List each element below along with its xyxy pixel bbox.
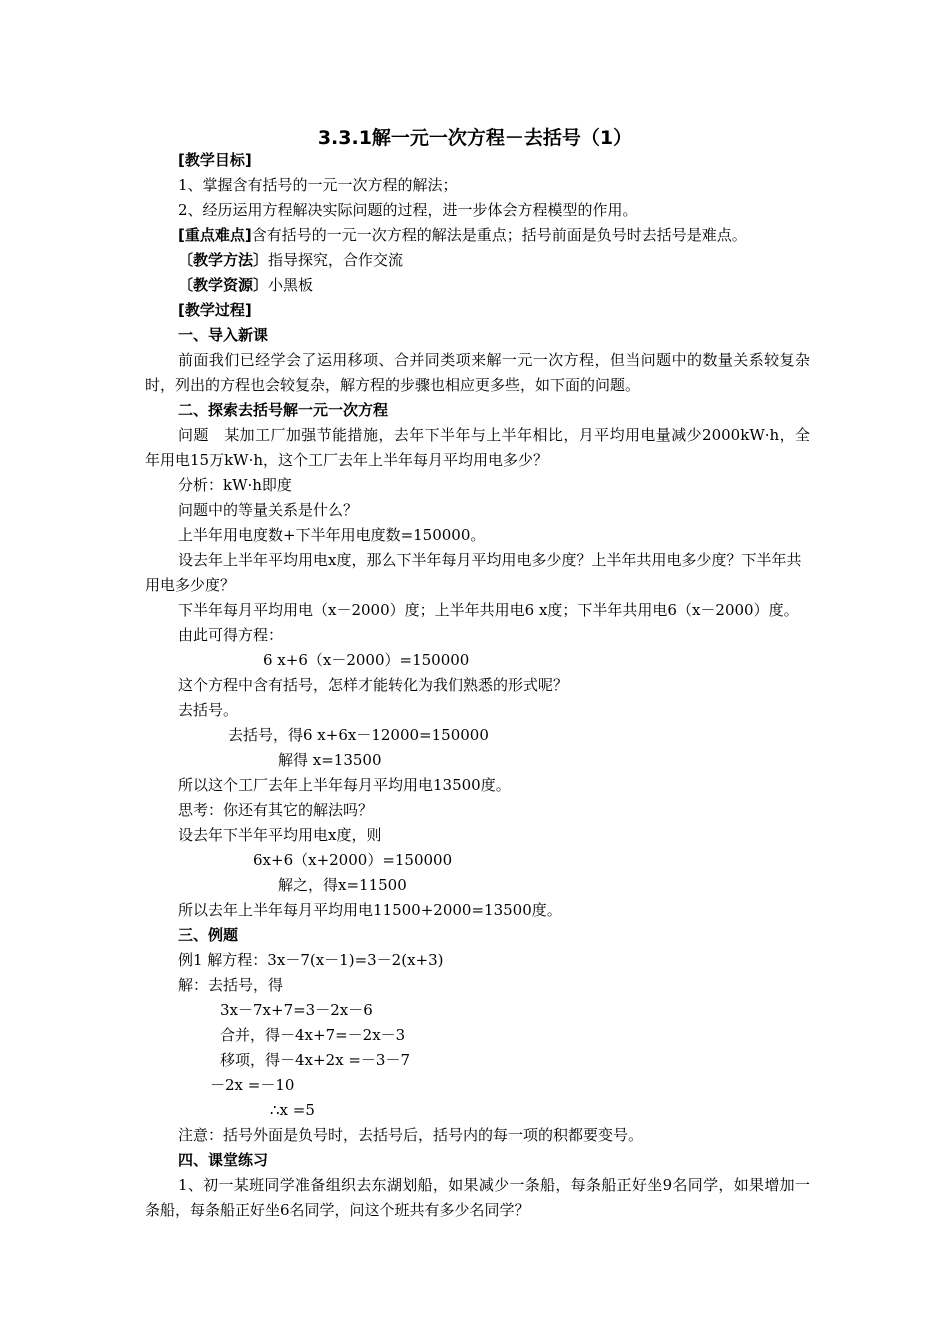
objective-item: 1、掌握含有括号的一元一次方程的解法； bbox=[178, 176, 458, 194]
equation-line: 解之，得x=11500 bbox=[278, 876, 407, 894]
section-heading: 四、课堂练习 bbox=[178, 1151, 269, 1169]
key-points-heading: [重点难点] bbox=[178, 226, 252, 244]
equation-line: －2x =－10 bbox=[210, 1076, 295, 1094]
exercise-paragraph: 1、初一某班同学准备组织去东湖划船，如果减少一条船，每条船正好坐9名同学，如果增加一条船，每条船正好坐6名同学，问这个班共有多少名同学？ bbox=[145, 1176, 810, 1219]
text-line: 设去年下半年平均用电x度，则 bbox=[178, 826, 382, 844]
text-line: 下半年每月平均用电（x－2000）度；上半年共用电6 x度；下半年共用电6（x－2000）度。 bbox=[178, 601, 799, 619]
example-line: 例1 解方程：3x－7(x－1)=3－2(x+3) bbox=[178, 951, 444, 969]
equation-line: 6x+6（x+2000）=150000 bbox=[253, 851, 453, 869]
text-line: 思考：你还有其它的解法吗？ bbox=[178, 801, 374, 819]
text-line: 上半年用电度数+下半年用电度数=150000。 bbox=[178, 526, 486, 544]
resource-heading: 〔教学资源〕 bbox=[178, 276, 269, 294]
equation-line: 6 x+6（x－2000）=150000 bbox=[263, 651, 470, 669]
problem-paragraph: 问题 某加工厂加强节能措施，去年下半年与上半年相比，月平均用电量减少2000kW·h，全年用电15万kW·h，这个工厂去年上半年每月平均用电多少？ bbox=[145, 426, 810, 469]
text-line: 所以去年上半年每月平均用电11500+2000=13500度。 bbox=[178, 901, 562, 919]
page-title: 3.3.1解一元一次方程－去括号（1） bbox=[317, 127, 633, 149]
method-text: 指导探究，合作交流 bbox=[268, 251, 404, 269]
equation-line: 移项，得－4x+2x =－3－7 bbox=[220, 1051, 410, 1069]
text-line: 去括号。 bbox=[178, 701, 239, 719]
analysis-line: 分析：kW·h即度 bbox=[178, 476, 292, 494]
solution-intro: 解：去括号，得 bbox=[178, 976, 284, 994]
equation-line: ∴x =5 bbox=[270, 1101, 315, 1119]
method-line bbox=[145, 248, 810, 273]
objectives-heading: [教学目标] bbox=[178, 151, 252, 169]
key-points-text: 含有括号的一元一次方程的解法是重点；括号前面是负号时去括号是难点。 bbox=[251, 226, 747, 244]
text-line: 问题中的等量关系是什么？ bbox=[178, 501, 359, 519]
resource-text: 小黑板 bbox=[268, 276, 314, 294]
note-line: 注意：括号外面是负号时，去括号后，括号内的每一项的积都要变号。 bbox=[178, 1126, 644, 1144]
section-heading: 三、例题 bbox=[178, 926, 239, 944]
objective-item: 2、经历运用方程解决实际问题的过程，进一步体会方程模型的作用。 bbox=[178, 201, 638, 219]
method-heading: 〔教学方法〕 bbox=[178, 251, 269, 269]
text-line: 由此可得方程： bbox=[178, 626, 284, 644]
equation-line: 解得 x=13500 bbox=[278, 751, 382, 769]
text-line: 这个方程中含有括号，怎样才能转化为我们熟悉的形式呢？ bbox=[178, 676, 569, 694]
paragraph: 设去年上半年平均用电x度，那么下半年每月平均用电多少度？上半年共用电多少度？下半年共用电多少度？ bbox=[145, 551, 802, 594]
section-heading: 二、探索去括号解一元一次方程 bbox=[178, 401, 389, 419]
key-points-line bbox=[145, 223, 810, 248]
equation-line: 合并，得－4x+7=－2x－3 bbox=[220, 1026, 406, 1044]
equation-line: 3x－7x+7=3－2x－6 bbox=[220, 1001, 373, 1019]
process-heading: [教学过程] bbox=[178, 301, 252, 319]
resource-line bbox=[145, 273, 810, 298]
document-body bbox=[145, 148, 810, 1223]
equation-line: 去括号，得6 x+6x－12000=150000 bbox=[228, 726, 489, 744]
paragraph: 前面我们已经学会了运用移项、合并同类项来解一元一次方程，但当问题中的数量关系较复杂时，列出的方程也会较复杂，解方程的步骤也相应更多些，如下面的问题。 bbox=[145, 351, 810, 394]
text-line: 所以这个工厂去年上半年每月平均用电13500度。 bbox=[178, 776, 511, 794]
section-heading: 一、导入新课 bbox=[178, 326, 269, 344]
